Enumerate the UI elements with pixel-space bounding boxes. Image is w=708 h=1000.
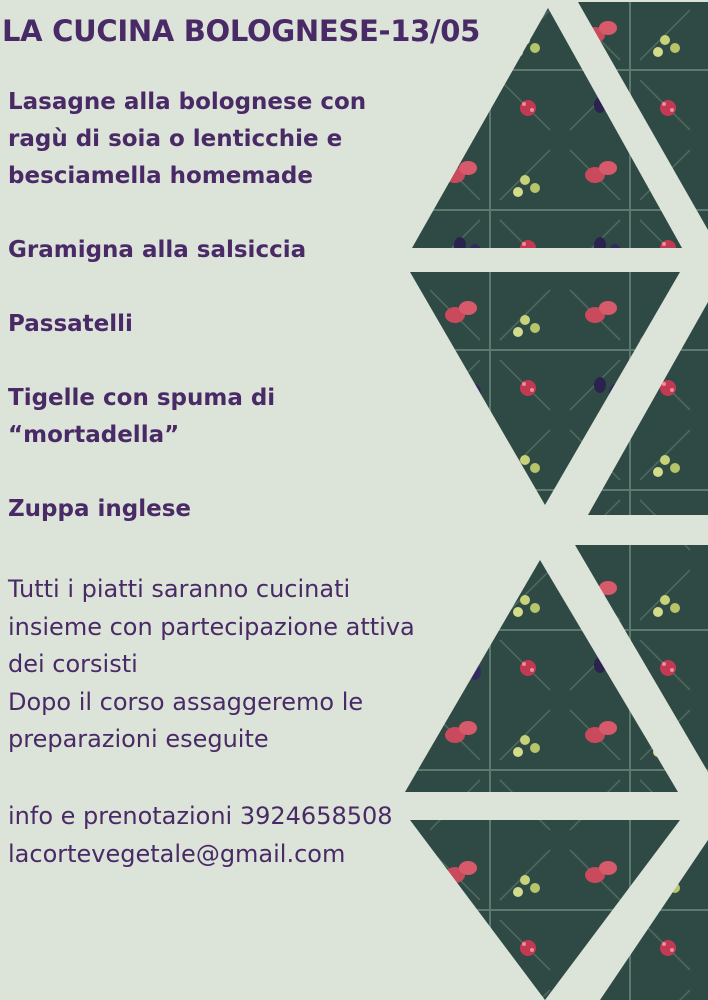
contact-info bbox=[8, 797, 393, 873]
menu-item: Passatelli bbox=[8, 311, 133, 337]
page-title: LA CUCINA BOLOGNESE-13/05 bbox=[2, 14, 481, 48]
email-line: lacortevegetale@gmail.com bbox=[8, 840, 346, 868]
course-notes bbox=[8, 571, 448, 759]
menu-item: Gramigna alla salsiccia bbox=[8, 237, 307, 263]
notes-line: Tutti i piatti saranno cucinati insieme con partecipazione attiva dei corsisti bbox=[8, 575, 415, 678]
menu-list bbox=[8, 84, 408, 565]
menu-item: Lasagne alla bolognese con ragù di soia o lenticchie e besciamella homemade bbox=[8, 89, 367, 189]
info-line: info e prenotazioni 3924658508 bbox=[8, 802, 393, 830]
menu-item: Tigelle con spuma di “mortadella” bbox=[8, 385, 276, 448]
menu-item: Zuppa inglese bbox=[8, 496, 192, 522]
notes-line: Dopo il corso assaggeremo le preparazioni eseguite bbox=[8, 687, 364, 753]
